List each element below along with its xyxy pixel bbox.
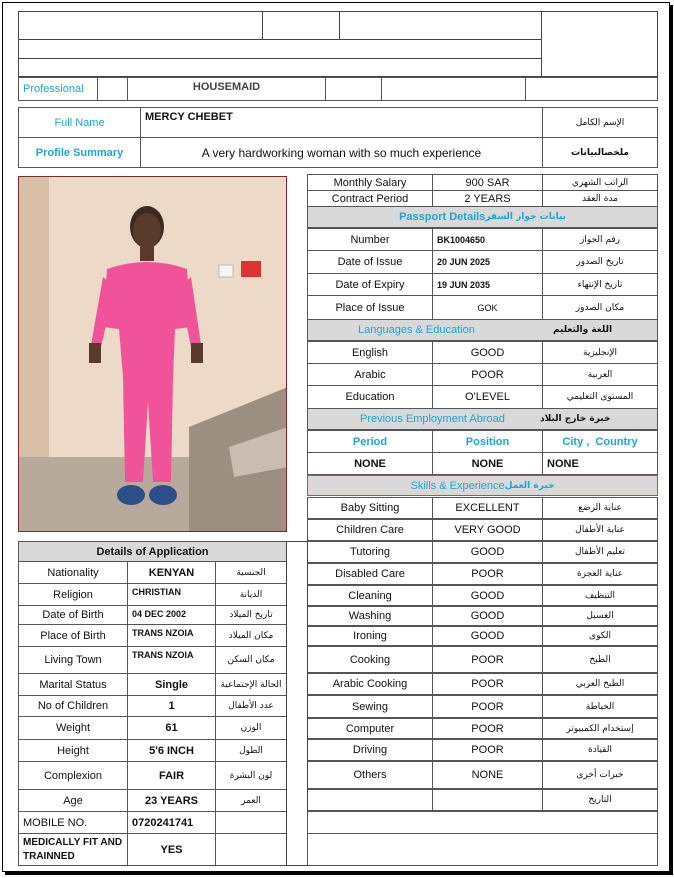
passport-value: GOK [432, 295, 543, 320]
skill-value: POOR [432, 739, 543, 761]
skill-value: VERY GOOD [432, 519, 543, 541]
detail-value: FAIR [127, 761, 216, 790]
employment-position-value: NONE [432, 452, 543, 475]
full-name-value: MERCY CHEBET [140, 107, 543, 138]
detail-value: TRANS NZOIA [127, 646, 216, 674]
detail-ar: مكان الميلاد [215, 624, 287, 647]
skill-label: Disabled Care [307, 563, 433, 585]
blank-row [307, 833, 658, 866]
medical-fit-label: MEDICALLY FIT AND TRAINNED [18, 833, 128, 866]
skill-label: Ironing [307, 626, 433, 646]
skill-value: GOOD [432, 541, 543, 563]
skill-label: Arabic Cooking [307, 673, 433, 695]
professional-blank-2 [325, 77, 382, 101]
mobile-blank [215, 811, 287, 834]
skill-value: POOR [432, 695, 543, 718]
passport-label: Number [307, 228, 433, 251]
skill-value: GOOD [432, 606, 543, 626]
detail-label: Place of Birth [18, 624, 128, 647]
language-label: English [307, 341, 433, 364]
skill-value: POOR [432, 563, 543, 585]
skill-label: Sewing [307, 695, 433, 718]
skills-section-header [307, 475, 658, 496]
language-value: GOOD [432, 341, 543, 364]
detail-value: 61 [127, 716, 216, 740]
detail-value: Single [127, 673, 216, 696]
skill-value: POOR [432, 718, 543, 739]
skill-ar: الخياطة [542, 695, 658, 718]
details-section-header: Details of Application [18, 541, 287, 562]
full-name-ar: الإسم الكامل [542, 107, 658, 138]
skill-value: POOR [432, 673, 543, 695]
skill-value: GOOD [432, 585, 543, 606]
center-gap-column [286, 541, 308, 866]
detail-value: TRANS NZOIA [127, 624, 216, 647]
candidate-photo-drawing [19, 177, 287, 532]
skill-ar: التاريخ [542, 789, 658, 811]
monthly-salary-label: Monthly Salary [307, 174, 433, 191]
language-label: Education [307, 385, 433, 409]
passport-label: Date of Issue [307, 250, 433, 274]
logo-area [541, 11, 658, 77]
detail-value: 5'6 INCH [127, 739, 216, 762]
language-label: Arabic [307, 363, 433, 386]
blank-row [307, 811, 658, 834]
profile-summary-value: A very hardworking woman with so much experience [140, 137, 543, 168]
profile-summary-label: Profile Summary [18, 137, 141, 168]
detail-ar: الطول [215, 739, 287, 762]
employment-period-value: NONE [307, 452, 433, 475]
passport-value: 19 JUN 2035 [432, 273, 543, 296]
monthly-salary-ar: الراتب الشهري [542, 174, 658, 191]
employment-country-value: NONE [542, 452, 658, 475]
language-ar: المستوى التعليمي [542, 385, 658, 409]
medical-fit-blank [215, 833, 287, 866]
professional-label: Professional [18, 77, 98, 101]
detail-ar: مكان السكن [215, 646, 287, 674]
detail-ar: عدد الأطفال [215, 695, 287, 717]
contract-period-value: 2 YEARS [432, 190, 543, 207]
contract-period-label: Contract Period [307, 190, 433, 207]
employment-header-position: Position [432, 430, 543, 453]
skill-value: EXCELLENT [432, 497, 543, 519]
detail-value: CHRISTIAN [127, 583, 216, 606]
skill-label: Computer [307, 718, 433, 739]
language-ar: الإنجليزية [542, 341, 658, 364]
header-blank-row-3 [18, 58, 542, 77]
skill-value: NONE [432, 761, 543, 789]
detail-ar: العمر [215, 789, 287, 812]
passport-value: BK1004650 [432, 228, 543, 251]
passport-ar: رقم الجواز [542, 228, 658, 251]
detail-ar: الحالة الإجتماعية [215, 673, 287, 696]
skill-label: Tutoring [307, 541, 433, 563]
detail-ar: الديانة [215, 583, 287, 606]
skill-ar: عناية العجزة [542, 563, 658, 585]
passport-label: Date of Expiry [307, 273, 433, 296]
skill-label: Baby Sitting [307, 497, 433, 519]
detail-label: No of Children [18, 695, 128, 717]
employment-section-header [307, 408, 658, 430]
candidate-photo [18, 176, 287, 532]
detail-value: KENYAN [127, 561, 216, 584]
passport-label: Place of Issue [307, 295, 433, 320]
detail-label: Living Town [18, 646, 128, 674]
skill-value: POOR [432, 646, 543, 673]
employment-title: Previous Employment Abroad [360, 413, 505, 425]
passport-ar: مكان الصدور [542, 295, 658, 320]
profile-summary-ar: ملخصالبيانات [542, 137, 658, 168]
detail-value: 1 [127, 695, 216, 717]
detail-label: Complexion [18, 761, 128, 790]
mobile-value: 0720241741 [127, 811, 216, 834]
passport-section-header [307, 206, 658, 228]
header-blank-row-2 [18, 39, 542, 59]
passport-title-ar: بيانات جواز السفر [485, 212, 566, 222]
languages-title: Languages & Education [358, 324, 475, 336]
contract-period-ar: مدة العقد [542, 190, 658, 207]
monthly-salary-value: 900 SAR [432, 174, 543, 191]
employment-header-period: Period [307, 430, 433, 453]
professional-blank-4 [525, 77, 658, 101]
detail-value: 04 DEC 2002 [127, 605, 216, 625]
detail-value: 23 YEARS [127, 789, 216, 812]
employment-header-country: City , Country [542, 430, 658, 453]
professional-blank [97, 77, 128, 101]
detail-label: Height [18, 739, 128, 762]
skill-ar: عناية الأطفال [542, 519, 658, 541]
skill-ar: الغسيل [542, 606, 658, 626]
skill-ar: عناية الرضع [542, 497, 658, 519]
detail-ar: لون البشرة [215, 761, 287, 790]
header-blank-cell [262, 11, 340, 40]
skill-label: Others [307, 761, 433, 789]
detail-label: Marital Status [18, 673, 128, 696]
skill-label: Cooking [307, 646, 433, 673]
full-name-label: Full Name [18, 107, 141, 138]
language-ar: العربية [542, 363, 658, 386]
skill-label: Driving [307, 739, 433, 761]
passport-ar: تاريخ الإنتهاء [542, 273, 658, 296]
detail-label: Date of Birth [18, 605, 128, 625]
employment-title-ar: خبرة خارج البلاد [540, 414, 611, 424]
skill-ar: تعليم الأطفال [542, 541, 658, 563]
mobile-label: MOBILE NO. [18, 811, 128, 834]
skill-label [307, 789, 433, 811]
skill-ar: خبرات أخرى [542, 761, 658, 789]
passport-ar: تاريخ الصدور [542, 250, 658, 274]
skill-label: Washing [307, 606, 433, 626]
medical-fit-value: YES [127, 833, 216, 866]
detail-label: Nationality [18, 561, 128, 584]
skill-ar: الطبخ [542, 646, 658, 673]
languages-title-ar: اللغة والتعليم [553, 325, 613, 335]
language-value: O'LEVEL [432, 385, 543, 409]
skill-label: Children Care [307, 519, 433, 541]
detail-ar: تاريخ الميلاد [215, 605, 287, 625]
detail-label: Age [18, 789, 128, 812]
skill-ar: التنظيف [542, 585, 658, 606]
skills-title: Skills & Experience [410, 479, 505, 492]
skill-ar: إستخدام الكمبيوتر [542, 718, 658, 739]
detail-label: Weight [18, 716, 128, 740]
skill-label: Cleaning [307, 585, 433, 606]
passport-value: 20 JUN 2025 [432, 250, 543, 274]
detail-label: Religion [18, 583, 128, 606]
skill-value: GOOD [432, 626, 543, 646]
profession-value: HOUSEMAID [127, 77, 326, 101]
language-value: POOR [432, 363, 543, 386]
skill-ar: القيادة [542, 739, 658, 761]
languages-section-header [307, 319, 658, 341]
skill-ar: الطبخ العربي [542, 673, 658, 695]
professional-blank-3 [381, 77, 526, 101]
skill-ar: الكوى [542, 626, 658, 646]
detail-ar: الجنسية [215, 561, 287, 584]
detail-ar: الوزن [215, 716, 287, 740]
skill-value [432, 789, 543, 811]
passport-title: Passport Details [399, 211, 486, 223]
skills-title-ar: خبرة العمل [504, 480, 555, 491]
